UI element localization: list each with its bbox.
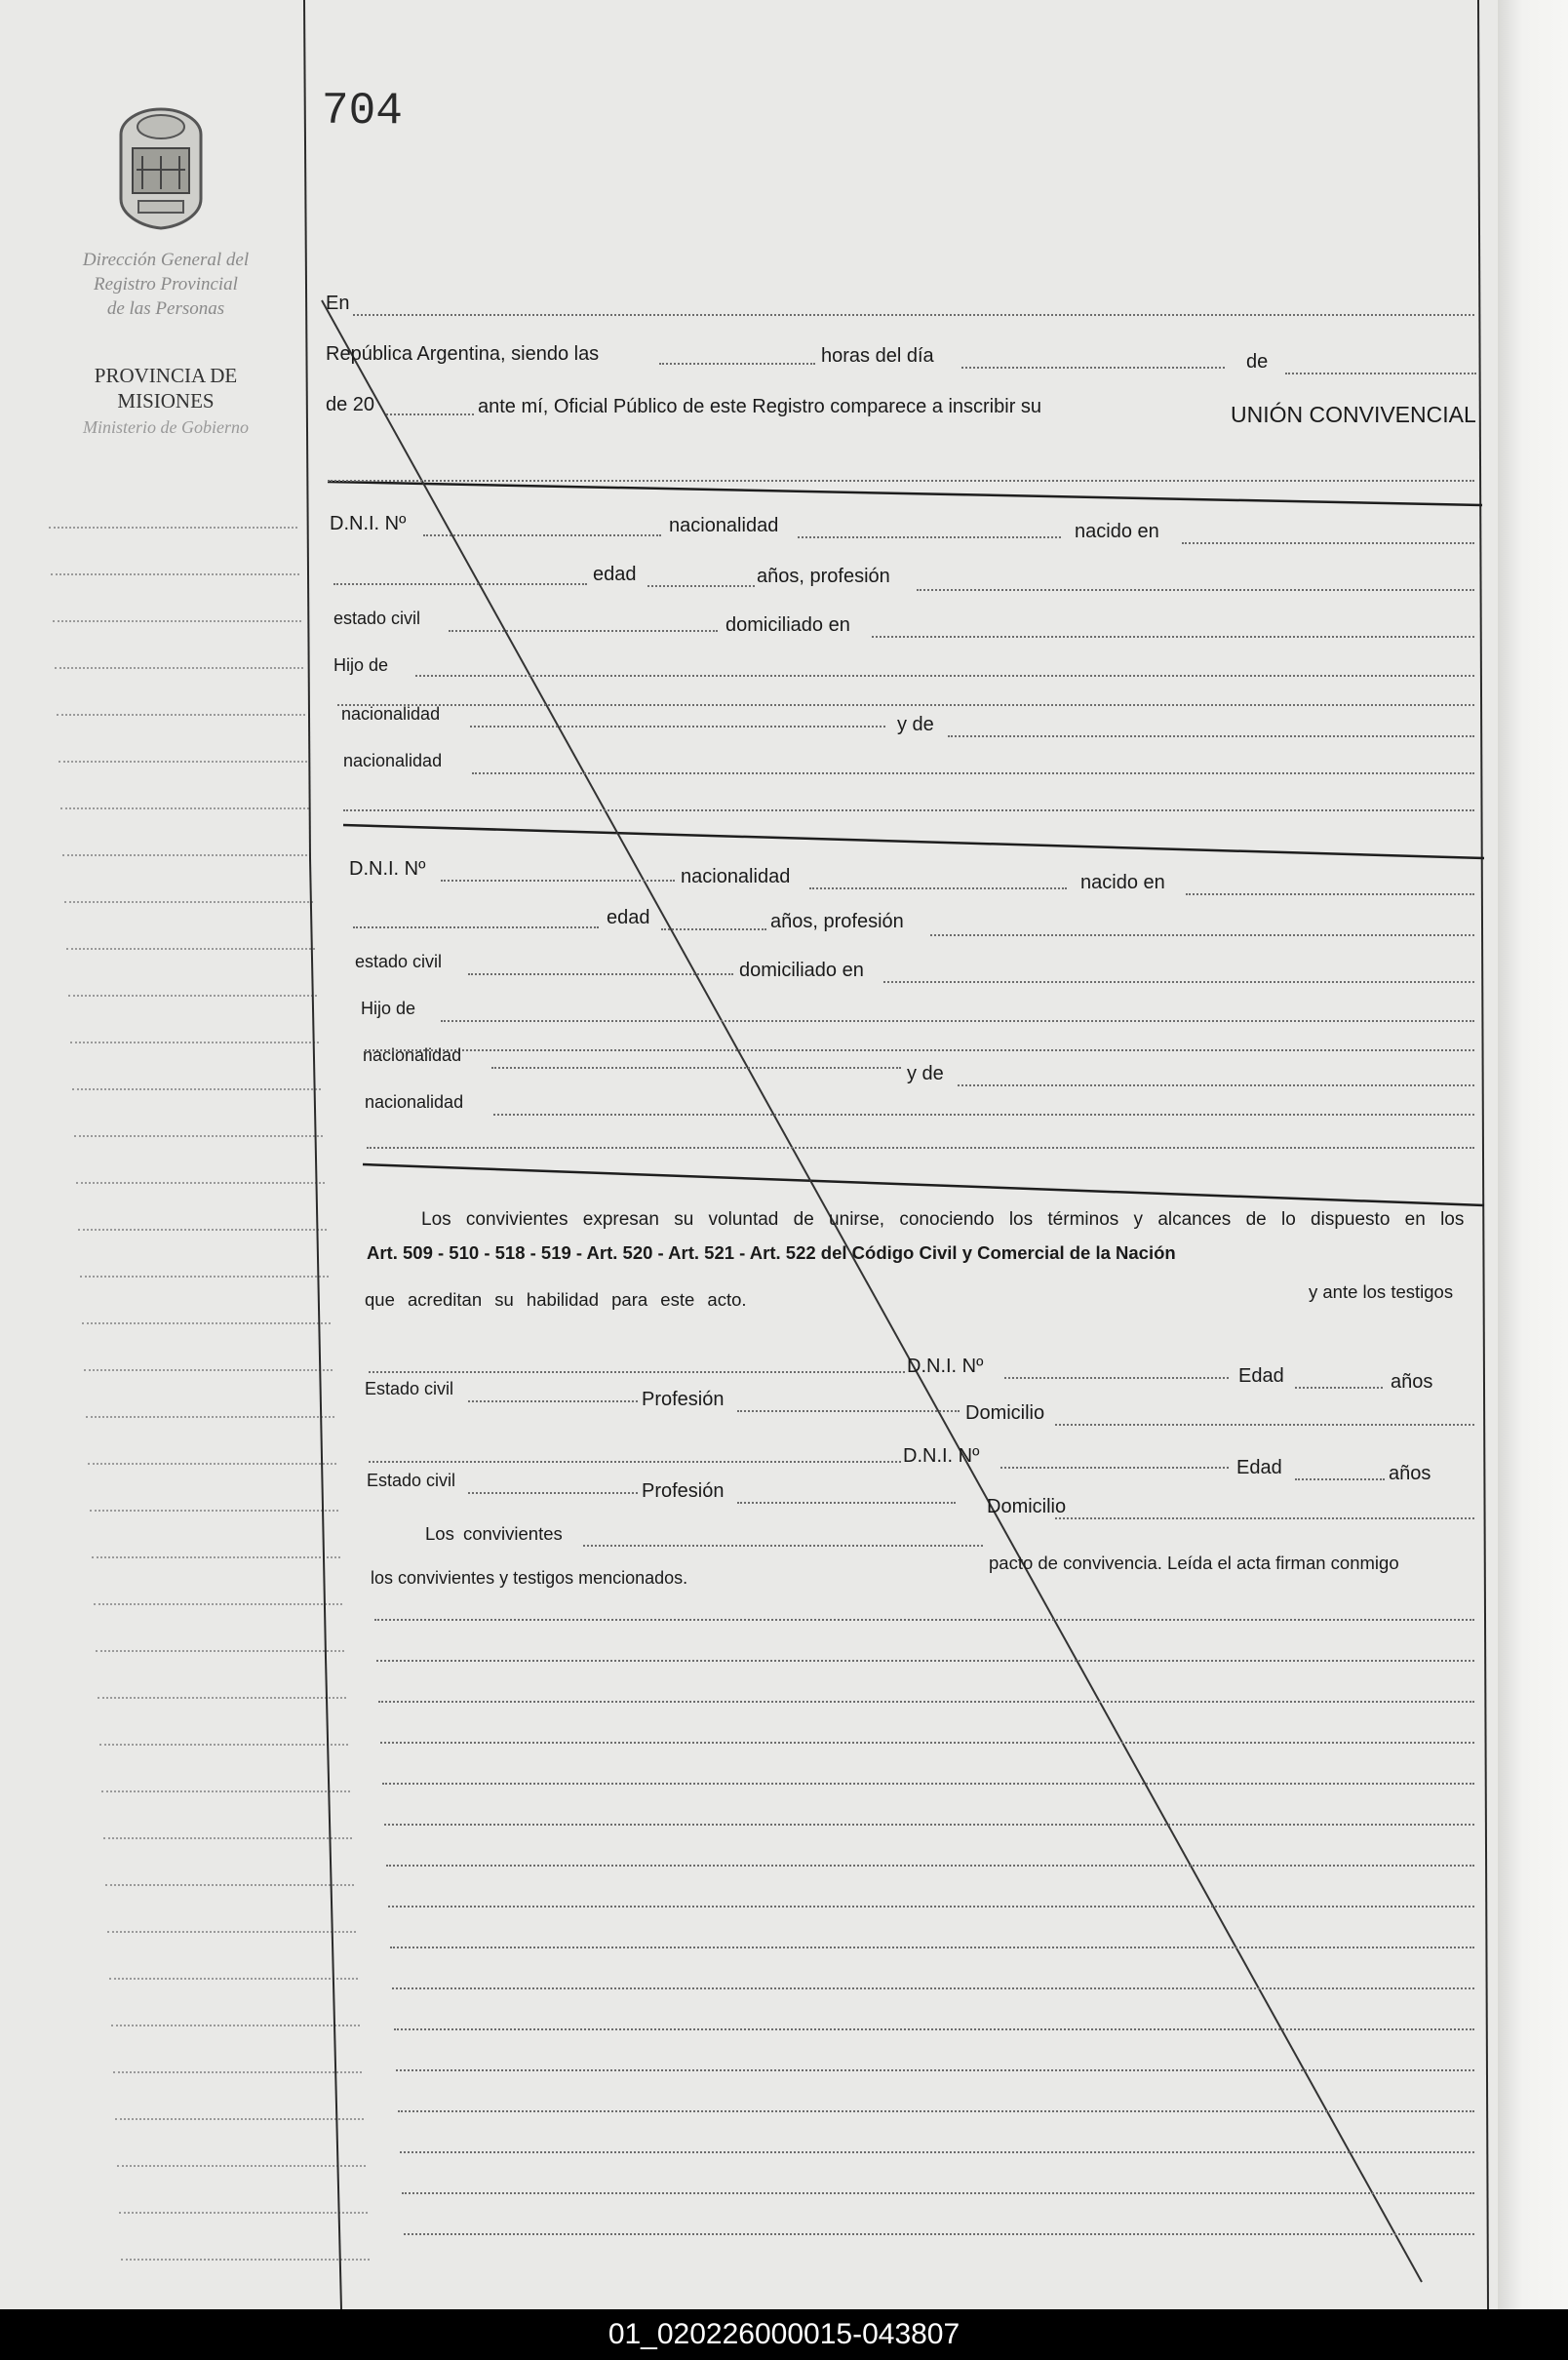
p2-domiciliado-label: domiciliado en <box>739 960 864 981</box>
declaration-line2-rest: y ante los testigos <box>1309 1281 1454 1302</box>
w1-profesion-label: Profesión <box>642 1389 725 1410</box>
p2-dni-label: D.N.I. Nº <box>349 858 426 880</box>
p1-dni-label: D.N.I. Nº <box>330 513 407 534</box>
p1-estado-label: estado civil <box>333 609 421 628</box>
p2-nacionalidad-label: nacionalidad <box>681 866 791 887</box>
intro-en: En <box>326 293 350 314</box>
w2-domicilio-label: Domicilio <box>987 1496 1067 1517</box>
w1-domicilio-label: Domicilio <box>965 1402 1045 1424</box>
w2-profesion-label: Profesión <box>642 1480 725 1502</box>
p2-estado-label: estado civil <box>355 952 443 971</box>
w2-edad-label: Edad <box>1236 1457 1282 1478</box>
w1-estado-label: Estado civil <box>365 1379 454 1398</box>
intro-ante-mi: ante mí, Oficial Público de este Registro comparece a inscribir su <box>478 396 1042 417</box>
p1-nacido-label: nacido en <box>1075 521 1159 542</box>
p2-nac1-label: nacionalidad <box>363 1045 462 1065</box>
closing-los-convivientes: Los convivientes <box>425 1523 563 1544</box>
p1-hijo-label: Hijo de <box>333 655 389 675</box>
w2-anos-label: años <box>1389 1463 1431 1484</box>
p1-domiciliado-label: domiciliado en <box>725 614 850 636</box>
w1-edad-label: Edad <box>1238 1365 1284 1387</box>
p1-yde-label: y de <box>897 714 934 735</box>
p1-nac1-label: nacionalidad <box>341 704 441 724</box>
scan-file-id: 01_020226000015-043807 <box>0 2309 1568 2360</box>
p2-nac2-label: nacionalidad <box>365 1092 464 1112</box>
p1-edad-label: edad <box>593 564 637 585</box>
p2-nacido-label: nacido en <box>1080 872 1165 893</box>
ministry-name: Ministerio de Gobierno <box>83 417 249 437</box>
closing-line2: los convivientes y testigos mencionados. <box>371 1568 688 1588</box>
w2-dni-label: D.N.I. Nº <box>903 1445 980 1467</box>
w1-anos-label: años <box>1391 1371 1433 1393</box>
intro-de: de <box>1246 351 1269 373</box>
p2-anos-profesion-label: años, profesión <box>770 911 904 932</box>
p1-nacionalidad-label: nacionalidad <box>669 515 779 536</box>
w1-dni-label: D.N.I. Nº <box>907 1356 984 1377</box>
declaration-line1: Los convivientes expresan su voluntad de unirse, conociendo los términos y alcances de lo dispuesto en los <box>421 1209 1465 1230</box>
declaration-line3: que acreditan su habilidad para este acto. <box>365 1289 747 1310</box>
p2-yde-label: y de <box>907 1063 944 1084</box>
page-edge <box>1498 0 1568 2309</box>
declaration-articles: Art. 509 - 510 - 518 - 519 - Art. 520 - Art. 521 - Art. 522 del Código Civil y Comercial de la Nación <box>367 1242 1176 1263</box>
intro-de20: de 20 <box>326 394 375 415</box>
intro-horas: horas del día <box>821 345 934 367</box>
p2-edad-label: edad <box>607 907 650 928</box>
closing-pacto: pacto de convivencia. Leída el acta firman conmigo <box>989 1553 1399 1573</box>
document-number: 704 <box>322 86 403 137</box>
w2-estado-label: Estado civil <box>367 1471 456 1490</box>
p1-anos-profesion-label: años, profesión <box>757 566 890 587</box>
p2-hijo-label: Hijo de <box>361 999 416 1018</box>
p1-nac2-label: nacionalidad <box>343 751 443 770</box>
intro-republica: República Argentina, siendo las <box>326 343 600 365</box>
province-name: PROVINCIA DE MISIONES <box>94 364 238 413</box>
institution-name: Dirección General del Registro Provincial de las Personas <box>82 250 250 319</box>
intro-union-convivencial: UNIÓN CONVIVENCIAL <box>1231 402 1476 427</box>
